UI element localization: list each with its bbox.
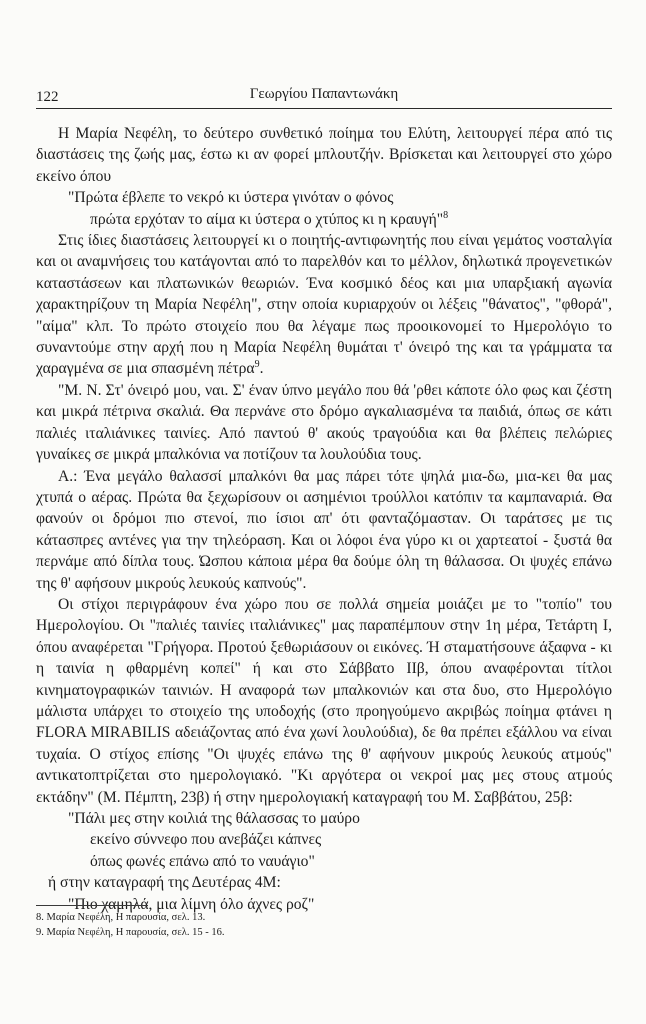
footnote-8: 8. Μαρία Νεφέλη, Η παρουσία, σελ. 13. [36,912,206,923]
footnote-ref: 8 [443,209,449,221]
paragraph: Α.: Ένα μεγάλο θαλασσί μπαλκόνι θα μας πάρει τότε ψηλά μια-δω, μια-κει θα μας χτυπά ο αέρας. Πρώτα θα ξεχωρίσουν οι ασημένιοι τρούλλοι κατόπιν τα καμπαναριά. Θα φανούν οι δρόμοι πιο στενοί, πιο ίσιοι απ' ότι φανταζόμασταν. Οι ταράτσες με τις κάτασπρες αντένες για την τηλεόραση. Και οι λόφοι ένα γύρο κι οι χαρτεατοί - ξυστά θα περνάμε από δίπλα τους. Ώσπου κάποια μέρα θα δούμε όλη τη θάλασσα. Οι ψυχές επάνω της θ' αφήσουν μικρούς λευκούς καπνούς". [36,467,612,592]
verse-text: πρώτα ερχόταν το αίμα κι ύστερα ο χτύπος κι η κραυγή" [90,210,444,228]
paragraph: "Μ. Ν. Στ' όνειρό μου, ναι. Σ' έναν ύπνο μεγάλο που θά 'ρθει κάποτε όλο φως και ζέστη και μικρά πέτρινα σκαλιά. Θα περνάνε στο δρόμο αγκαλιασμένα τα παιδιά, όπως σε κάτι παλιές ιταλιάνικες ταινίες. Από παντού θ' ακούς τραγούδια και θα βλέπεις πελώριες γυναίκες σε μικρά μπαλκόνια να ποτίζουν τα λουλούδια τους. [36,381,612,464]
running-head: Γεωργίου Παπαντωνάκη [249,86,399,102]
paragraph: Η Μαρία Νεφέλη, το δεύτερο συνθετικό ποίημα του Ελύτη, λειτουργεί πέρα από τις διαστάσεις της ζωής μας, έστω κι αν φορεί μπλουτζήν. Βρίσκεται και λειτουργεί στο χώρο εκείνο όπου [36,125,612,185]
footnote-9: 9. Μαρία Νεφέλη, Η παρουσία, σελ. 15 - 16. [36,927,225,938]
verse-line: όπως φωνές επάνω από το ναυάγιο" [90,852,315,870]
page-header [36,86,612,108]
verse-line: "Πάλι μες στην κοιλιά της θάλασσας το μαύρο [68,810,360,827]
paragraph: ή στην καταγραφή της Δευτέρας 4Μ: [48,874,281,892]
paragraph-text: Στις ίδιες διαστάσεις λειτουργεί κι ο ποιητής-αντιφωνητής που είναι γεμάτος νοσταλγία και οι αναμνήσεις του κατάγονται από το παρελθόν και το μέλλον, δηλωτικά προγενετικών καταστάσεων και πλατωνικών θεωριών. Ένα κοσμικό δέος και μια υπαρξιακή αγωνία χαρακτηρίζουν τη Μαρία Νεφέλη", στην οποία κυριαρχούν οι λέξεις "θάνατος", "φθορά", "αίμα" κλπ. Το πρώτο στοιχείο που θα λέγαμε πως προοικονομεί το Ημερολόγιο το συναντούμε στην αρχή που η Μαρία Νεφέλη θυμάται τ' όνειρό της και τα γράμματα τα χαραγμένα σε μια σπασμένη πέτρα [36,232,612,378]
verse-line: "Πρώτα έβλεπε το νεκρό κι ύστερα γινόταν ο φόνος [68,189,394,207]
footnote-rule [36,905,148,906]
footnote-ref: 9 [254,359,260,371]
footnotes [36,910,596,940]
header-rule [36,108,612,109]
page-number: 122 [36,89,59,105]
verse-line [36,209,612,230]
verse-line: εκείνο σύννεφο που ανεβάζει κάπνες [90,831,322,849]
paragraph: Στις ίδιες διαστάσεις λειτουργεί κι ο ποιητής-αντιφωνητής που είναι γεμάτος νοσταλγία και οι αναμνήσεις του κατάγονται από το παρελθόν και το μέλλον, δηλωτικά προγενετικών καταστάσεων και πλατωνικών θεωριών. Ένα κοσμικό δέος και μια υπαρξιακή αγωνία χαρακτηρίζουν τη Μαρία Νεφέλη", στην οποία κυριαρχούν οι λέξεις "θάνατος", "φθορά", "αίμα" κλπ. Το πρώτο στοιχείο που θα λέγαμε πως προοικονομεί το Ημερολόγιο το συναντούμε στην αρχή που η Μαρία Νεφέλη θυμάται τ' όνειρό της και τα γράμματα τα χαραγμένα σε μια σπασμένη πέτρα$^9$. [36,232,612,378]
paragraph: Οι στίχοι περιγράφουν ένα χώρο που σε πολλά σημεία μοιάζει με το "τοπίο" του Ημερολογίου. Οι "παλιές ταινίες ιταλιάνικες" μας παραπέμπουν στην 1η μέρα, Τετάρτη Ι, όπου αναφέρεται "Γρήγορα. Προτού ξεθωριάσουν οι εικόνες. Ή σταματήσουνε άξαφνα - κι η ταινία η φθαρμένη κοπεί" ή και στο Σάββατο ΙΙβ, όπου αναφέρονται τίτλοι κινηματογραφικών ταινιών. Η αναφορά των μπαλκονιών και στα δυο, στο Ημερολόγιο μάλιστα υπάρχει το στοιχείο της υποδοχής (στο προηγούμενο ακριβώς ποίημα φτάνει η FLORA MIRABILIS αδειάζοντας από ένα χωνί λουλούδια), δε θα πρέπει εξάλλου να είναι τυχαία. Ο στίχος επίσης "Οι ψυχές επάνω της θ' αφήνουν μικρούς λευκούς ατμούς" αντικατοπτρίζεται στο ημερολογιακό. "Κι αργότερα οι νεκροί μας μες στους ατμούς εκτάδην" (Μ. Πέμπτη, 23β) ή στην ημερολογιακή καταγραφή του Μ. Σαββάτου, 25β: [36,595,612,806]
verse-line: "Πιο χαμηλά, μια λίμνη όλο άχνες ροζ" [68,895,315,913]
body-text [36,123,612,915]
